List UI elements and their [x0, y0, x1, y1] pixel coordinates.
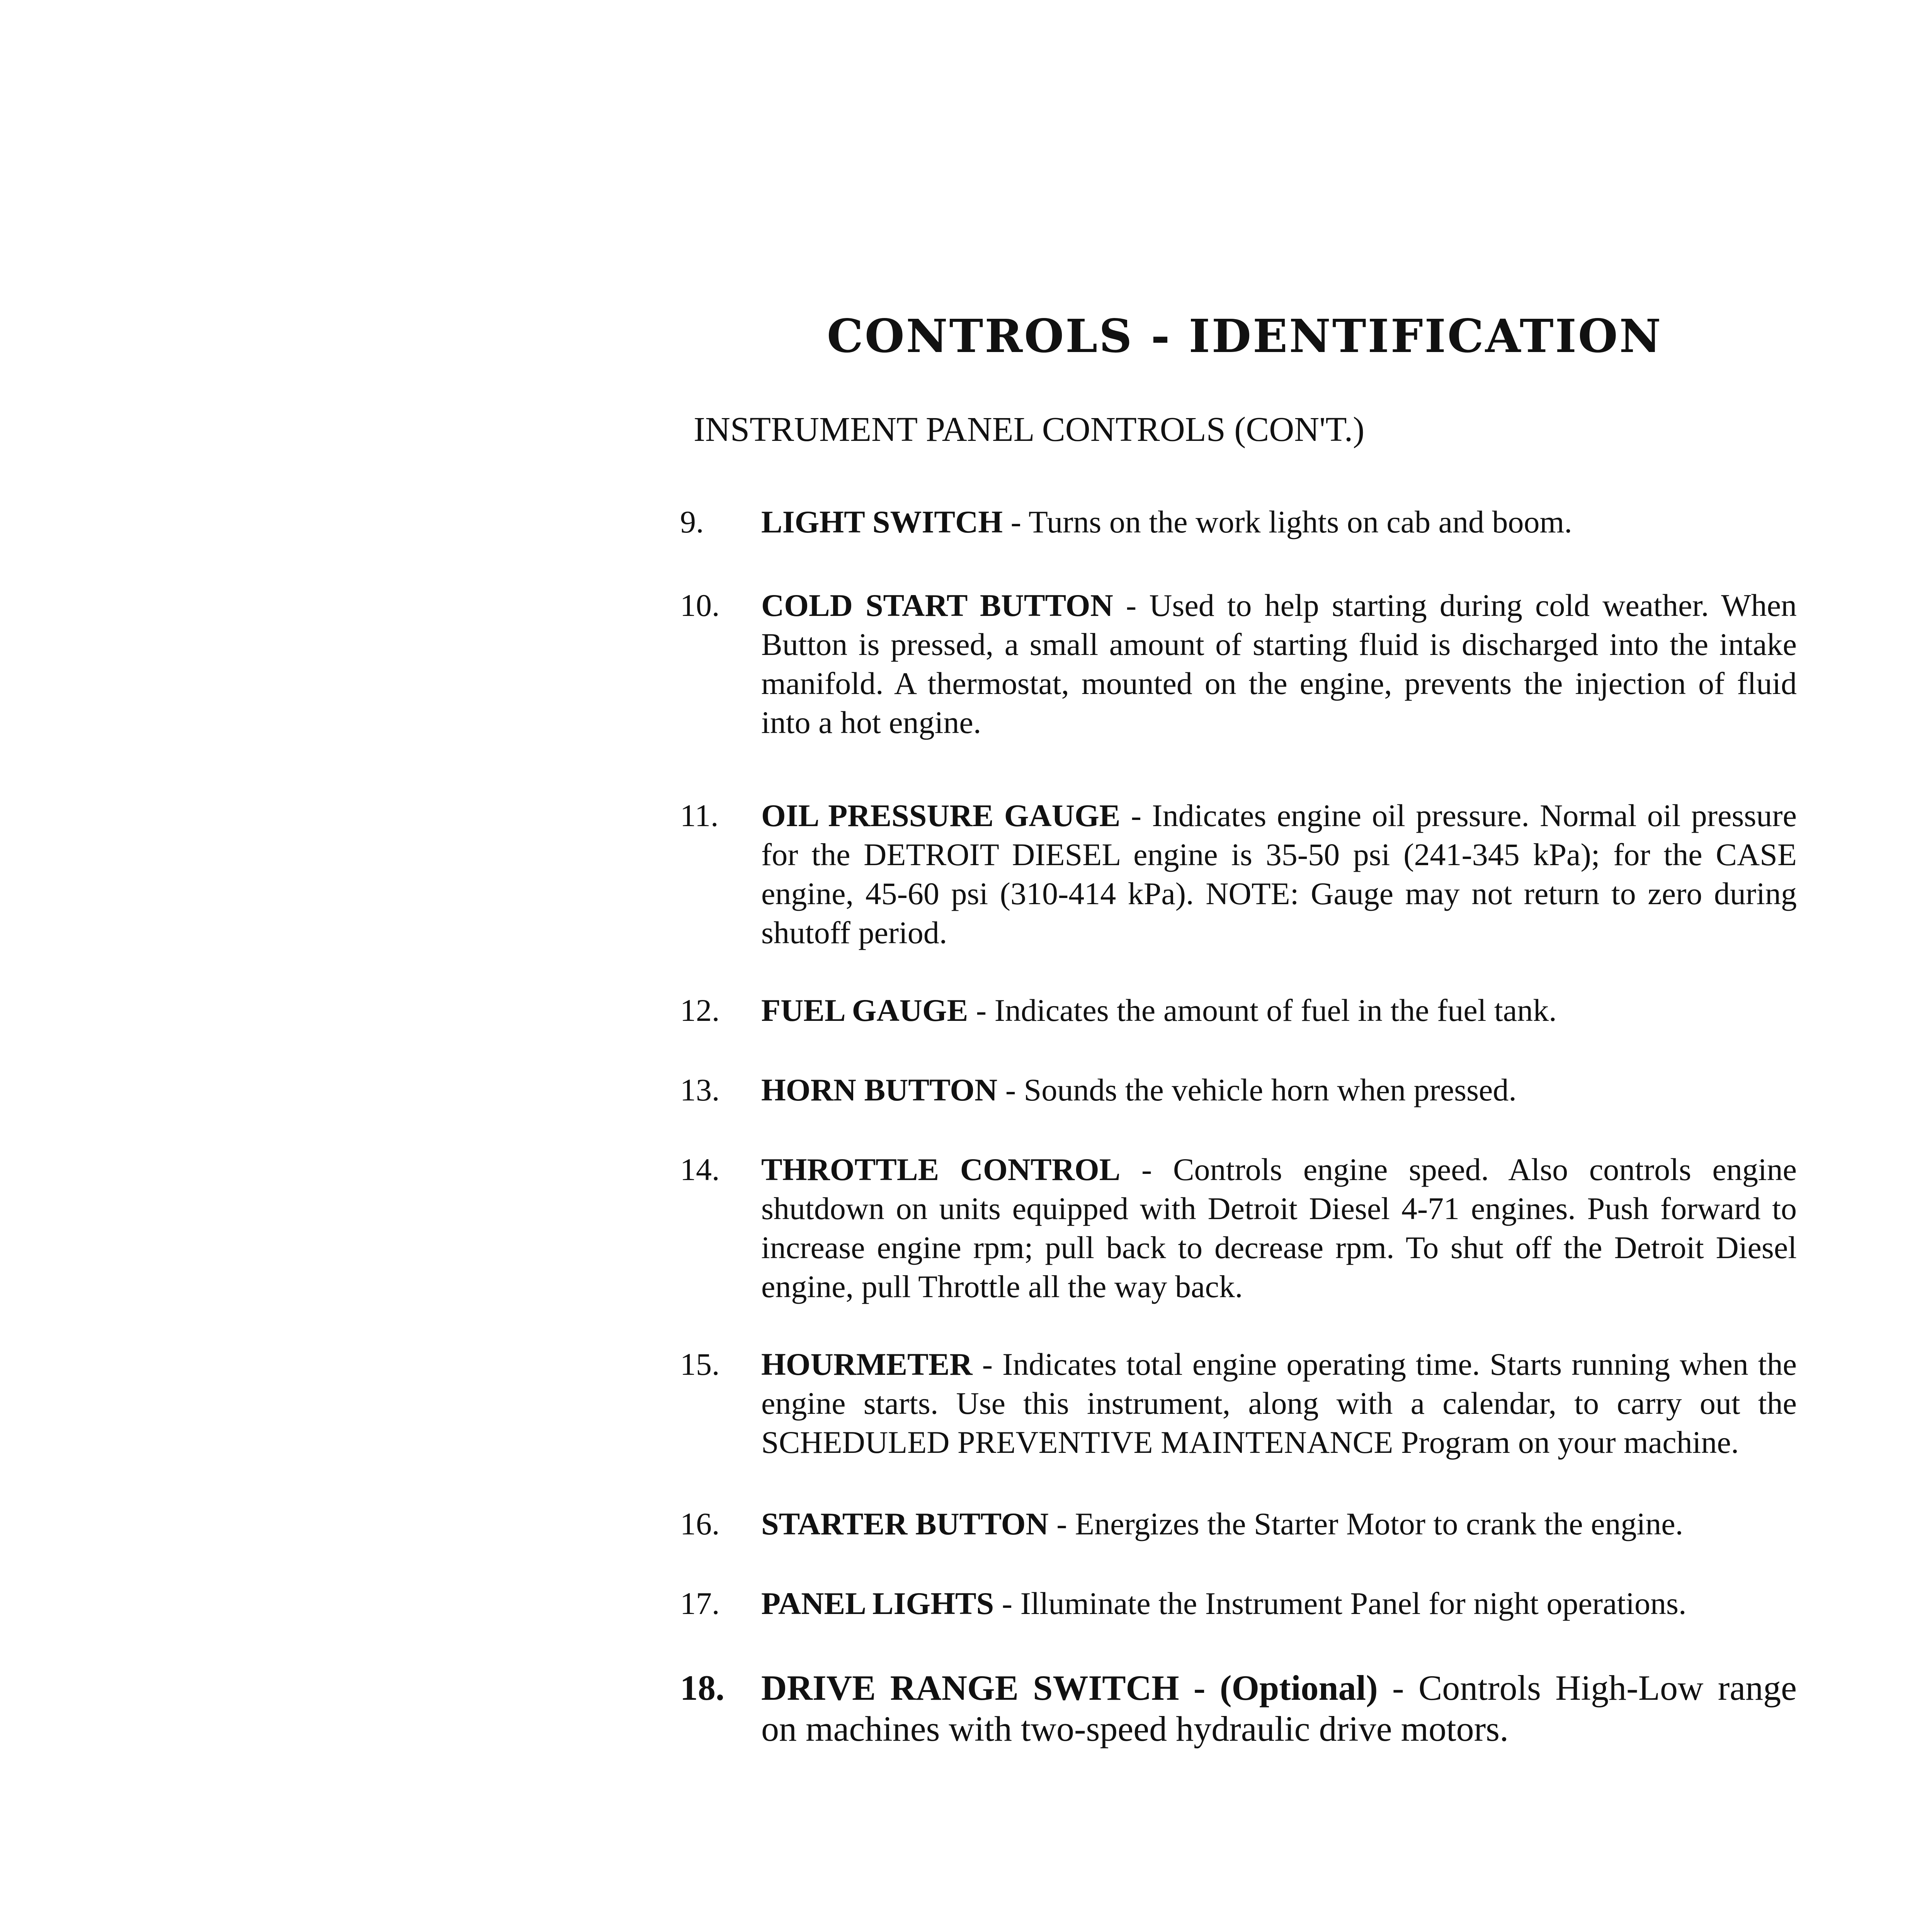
- item-number: 11.: [680, 798, 719, 833]
- item-term: THROTTLE CONTROL: [761, 1152, 1121, 1187]
- item-term: HORN BUTTON: [761, 1072, 998, 1107]
- list-item: [680, 502, 1797, 541]
- item-description: - Controls engine speed. Also controls engine shutdown on units equipped with Detroit Diesel 4-71 engines. Push forward to increase engine rpm; pull back to decrease rpm. To shut off the Detroit Diesel engine, pull Throttle all the way back.: [761, 1152, 1797, 1304]
- list-item: [680, 586, 1797, 742]
- control-list: [680, 502, 1797, 1749]
- item-number: 16.: [680, 1506, 720, 1541]
- list-item: [680, 1584, 1797, 1623]
- list-item: [680, 1070, 1797, 1109]
- list-item: [680, 796, 1797, 952]
- section-subtitle: INSTRUMENT PANEL CONTROLS (CON'T.): [694, 410, 1365, 449]
- item-number: 18.: [680, 1668, 724, 1708]
- item-term: STARTER BUTTON: [761, 1506, 1049, 1541]
- item-term: PANEL LIGHTS: [761, 1586, 994, 1621]
- item-description: - Controls High-Low range on machines with two-speed hydraulic drive motors.: [761, 1668, 1797, 1748]
- item-term: HOURMETER: [761, 1347, 973, 1382]
- item-description: - Indicates engine oil pressure. Normal oil pressure for the DETROIT DIESEL engine is 35-50 psi (241-345 kPa); for the CASE engine, 45-60 psi (310-414 kPa). NOTE: Gauge may not return to zero during shutoff period.: [761, 798, 1797, 950]
- item-body: [761, 1070, 1797, 1109]
- item-number: 13.: [680, 1072, 720, 1107]
- item-body: [761, 502, 1797, 541]
- item-number: 14.: [680, 1152, 720, 1187]
- page-title: CONTROLS - IDENTIFICATION: [827, 309, 1663, 363]
- item-body: [761, 1504, 1797, 1543]
- item-description: - Sounds the vehicle horn when pressed.: [997, 1072, 1517, 1107]
- item-term: OIL PRESSURE GAUGE: [761, 798, 1121, 833]
- item-body: [761, 1150, 1797, 1306]
- list-item: [680, 1150, 1797, 1306]
- item-description: - Turns on the work lights on cab and boom.: [1003, 504, 1572, 539]
- item-body: [761, 1584, 1797, 1623]
- item-number: 17.: [680, 1586, 720, 1621]
- item-number: 9.: [680, 504, 704, 539]
- list-item: [680, 1504, 1797, 1543]
- item-description: - Indicates total engine operating time. Starts running when the engine starts. Use this instrument, along with a calendar, to carry out the SCHEDULED PREVENTIVE MAINTENANCE Program on your machine.: [761, 1347, 1797, 1460]
- item-body: [761, 796, 1797, 952]
- item-body: [761, 1345, 1797, 1462]
- list-item: [680, 1345, 1797, 1462]
- item-term: DRIVE RANGE SWITCH: [761, 1668, 1179, 1708]
- item-body: [761, 586, 1797, 742]
- item-description: - Illuminate the Instrument Panel for night operations.: [994, 1586, 1687, 1621]
- item-number: 15.: [680, 1347, 720, 1382]
- item-term: LIGHT SWITCH: [761, 504, 1003, 539]
- item-number: 10.: [680, 588, 720, 623]
- list-item: [680, 1667, 1797, 1749]
- item-description: - Indicates the amount of fuel in the fuel tank.: [968, 993, 1557, 1028]
- item-term: COLD START BUTTON: [761, 588, 1113, 623]
- list-item: [680, 991, 1797, 1030]
- item-term-extra: - (Optional): [1179, 1668, 1378, 1708]
- item-body: [761, 1667, 1797, 1749]
- item-term: FUEL GAUGE: [761, 993, 968, 1028]
- item-description: - Energizes the Starter Motor to crank the engine.: [1048, 1506, 1684, 1541]
- item-body: [761, 991, 1797, 1030]
- item-number: 12.: [680, 993, 720, 1028]
- item-description: - Used to help starting during cold weather. When Button is pressed, a small amount of starting fluid is discharged into the intake manifold. A thermostat, mounted on the engine, prevents the injection of fluid into a hot engine.: [761, 588, 1797, 740]
